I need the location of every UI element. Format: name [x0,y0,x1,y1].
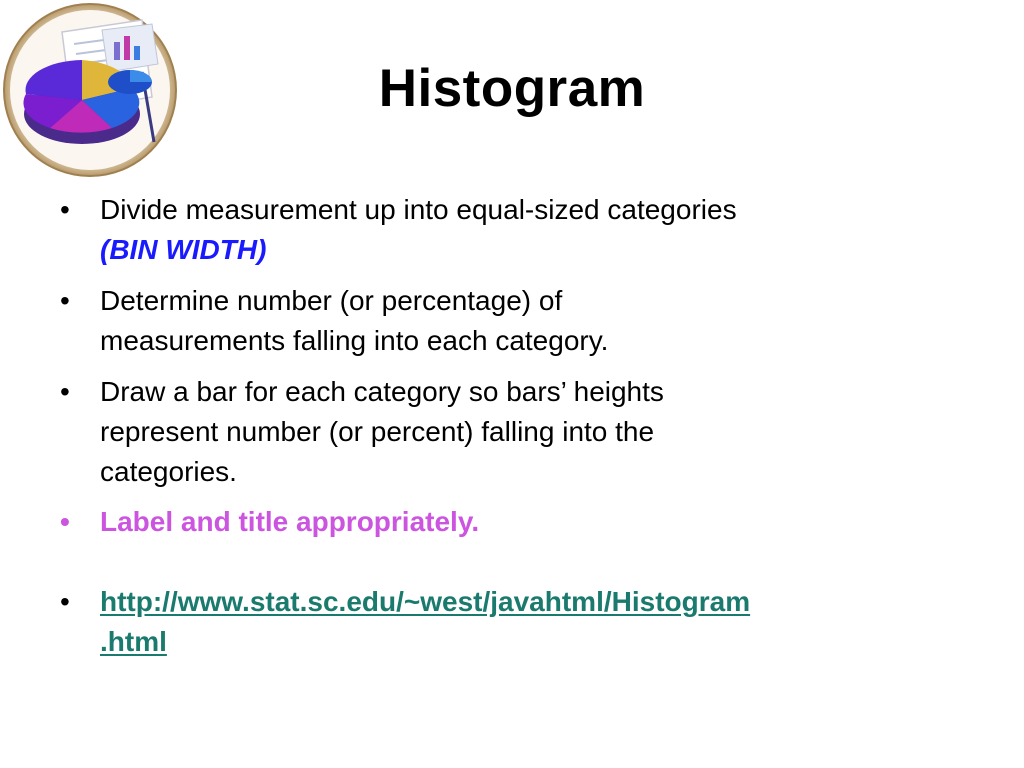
bullet-text-line-2: represent number (or percent) falling into the [100,416,655,447]
bullet-item-highlight [0,502,1024,542]
bullet-marker: • [60,194,70,225]
label-title-text: Label and title appropriately. [100,506,480,537]
bullet-item-link [0,582,1024,662]
link-text-line-1[interactable]: http://www.stat.sc.edu/~west/javahtml/Histogram [100,586,751,617]
bullet-list [0,190,1024,662]
slide-title: Histogram [378,59,646,118]
bullet-marker: • [60,506,70,537]
bullet-item [0,372,1024,492]
bullet-marker: • [60,586,70,617]
histogram-applet-link[interactable] [100,582,984,662]
bullet-item [0,190,1024,270]
bullet-text-line-1: Determine number (or percentage) of [100,285,563,316]
link-text-line-2[interactable]: .html [100,626,167,657]
bullet-marker: • [60,285,70,316]
bullet-text-line-1: Draw a bar for each category so bars’ heights [100,376,664,407]
bin-width-emphasis: (BIN WIDTH) [100,234,267,265]
bullet-text-line-3: categories. [100,456,237,487]
bullet-text: Divide measurement up into equal-sized categories [100,194,737,225]
bullet-marker: • [60,376,70,407]
bullet-item [0,281,1024,361]
bullet-text-line-2: measurements falling into each category. [100,325,609,356]
